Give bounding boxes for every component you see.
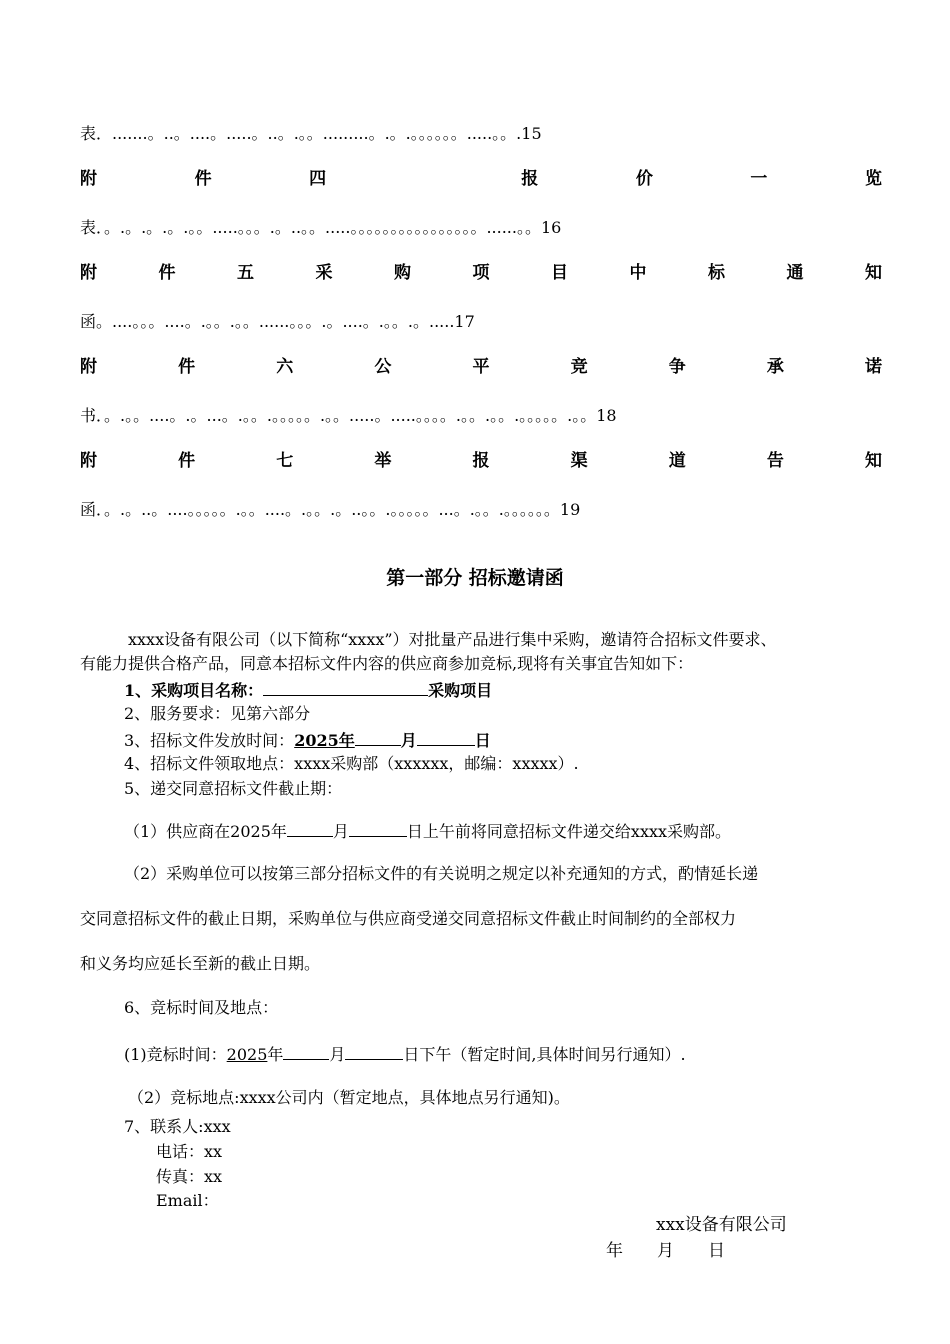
intro-line-1: xxxx设备有限公司（以下简称“xxxx”）对批量产品进行集中采购，邀请符合招标文件要求、: [128, 630, 777, 649]
toc-entry-7-continuation: 函．。.。..。....。。。。。.。。....。.。。.。..。。.。。。。。...。.。。.。。。。。。19: [80, 500, 581, 519]
toc-entry-3-continuation: 表．.......。..。....。.....。..。.。。.........。.。.。。。。。。.....。。.15: [80, 124, 542, 143]
toc-char: 一: [750, 169, 768, 189]
toc-char: 件: [158, 263, 176, 283]
item-3-label: 3、招标文件发放时间：: [124, 731, 295, 750]
item-5-2-line-1: （2）采购单位可以按第三部分招标文件的有关说明之规定以补充通知的方式，酌情延长递: [124, 864, 759, 883]
item-1-label: 1、采购项目名称：: [124, 681, 264, 700]
toc-char: 道: [668, 451, 686, 471]
toc-char: 诺: [865, 357, 882, 377]
company-signature: xxx设备有限公司: [656, 1215, 787, 1235]
toc-entry-5-heading: [80, 262, 882, 284]
signature-date: 年 月 日: [606, 1241, 725, 1261]
toc-entry-6-heading: [80, 356, 882, 378]
toc-char: 报: [472, 451, 490, 471]
toc-entry-6-continuation: 书．。.。。....。.。...。.。。.。。。。。.。。.....。.....。。。。.。。.。。.。。。。。.。。18: [80, 406, 617, 425]
toc-char: 附: [80, 357, 97, 377]
item-5-1-suffix: 日上午前将同意招标文件递交给xxxx采购部。: [406, 822, 732, 841]
item-6-1: [124, 1043, 686, 1065]
toc-char: 五: [237, 263, 254, 283]
toc-entry-4-continuation: 表．。.。.。.。.。。.....。。。.。..。。.....。。。。。。。。。。。。。。。。......。。16: [80, 218, 562, 237]
month-blank: [287, 820, 333, 837]
toc-char: 六: [276, 357, 294, 377]
item-5-deadline: 5、递交同意招标文件截止期：: [124, 779, 343, 798]
item-1-suffix: 采购项目: [428, 681, 493, 700]
item-2-service-requirements: 2、服务要求：见第六部分: [124, 704, 311, 723]
item-4-collection-location: 4、招标文件领取地点：xxxx采购部（xxxxxx，邮编：xxxxx）.: [124, 754, 579, 773]
item-3-issue-time: [124, 729, 491, 751]
item-1-project-name: [124, 679, 492, 701]
item-5-1-month: 月: [332, 822, 349, 841]
item-3-month-char: 月: [400, 731, 417, 750]
section-title: 第一部分 招标邀请函: [386, 567, 564, 589]
toc-entry-7-heading: [80, 450, 882, 472]
contact-phone: 电话：xx: [156, 1142, 223, 1161]
toc-char: 渠: [570, 451, 588, 471]
item-6-bidding-time-location: 6、竞标时间及地点：: [124, 998, 279, 1017]
day-blank: [349, 820, 407, 837]
toc-char: 承: [766, 357, 784, 377]
toc-char: 目: [551, 263, 568, 283]
month-blank: [283, 1043, 329, 1060]
item-3-day-char: 日: [474, 731, 491, 750]
toc-char: 件: [178, 357, 196, 377]
toc-char: 知: [865, 263, 882, 283]
toc-char: 标: [708, 263, 725, 283]
item-3-year-char: 年: [338, 731, 355, 750]
toc-char: 举: [374, 451, 392, 471]
toc-char: 平: [472, 357, 490, 377]
item-6-1-year: 2025: [226, 1045, 268, 1064]
day-blank: [417, 729, 475, 746]
toc-char: 采: [315, 263, 333, 283]
toc-char: 中: [629, 263, 647, 283]
toc-char: 争: [668, 357, 686, 377]
toc-entry-5-continuation: 函。....。。。....。.。。.。。......。。。.。....。.。。.。.....17: [80, 312, 475, 331]
toc-char: 四: [309, 169, 327, 189]
item-6-1-suffix: 日下午（暂定时间,具体时间另行通知）.: [403, 1045, 686, 1064]
toc-char: 项: [472, 263, 490, 283]
toc-char: 竞: [570, 357, 588, 377]
toc-char: 告: [766, 451, 784, 471]
toc-char: 附: [80, 169, 97, 189]
project-name-blank: [263, 679, 428, 696]
toc-char: 购: [394, 263, 411, 283]
toc-char: 知: [865, 451, 882, 471]
item-5-1-prefix: （1）供应商在2025年: [124, 822, 287, 841]
toc-char: 件: [178, 451, 196, 471]
intro-line-2: 有能力提供合格产品，同意本招标文件内容的供应商参加竞标,现将有关事宜告知如下：: [80, 654, 694, 673]
item-5-1: [124, 820, 731, 842]
item-7-contact: 7、联系人:xxx: [124, 1117, 231, 1136]
day-blank: [345, 1043, 403, 1060]
toc-char: 公: [374, 357, 392, 377]
item-6-1-prefix: (1)竞标时间：: [124, 1045, 227, 1064]
toc-char: 价: [635, 169, 653, 189]
item-5-2-line-3: 和义务均应延长至新的截止日期。: [80, 954, 321, 973]
item-6-1-year-char: 年: [267, 1045, 284, 1064]
item-6-1-month: 月: [329, 1045, 346, 1064]
contact-fax: 传真：xx: [156, 1167, 223, 1186]
item-6-2: （2）竞标地点:xxxx公司内（暂定地点，具体地点另行通知)。: [128, 1088, 570, 1107]
toc-char: 附: [80, 263, 97, 283]
toc-char: 览: [864, 169, 882, 189]
toc-char: 七: [276, 451, 294, 471]
item-3-year: 2025: [294, 731, 339, 750]
toc-char: 报: [521, 169, 539, 189]
contact-email: Email：: [156, 1191, 219, 1210]
toc-char: 通: [786, 263, 804, 283]
toc-char: 附: [80, 451, 97, 471]
toc-char: 件: [194, 169, 212, 189]
toc-entry-4-heading: [80, 168, 882, 190]
item-5-2-line-2: 交同意招标文件的截止日期，采购单位与供应商受递交同意招标文件截止时间制约的全部权力: [80, 909, 737, 928]
month-blank: [355, 729, 401, 746]
